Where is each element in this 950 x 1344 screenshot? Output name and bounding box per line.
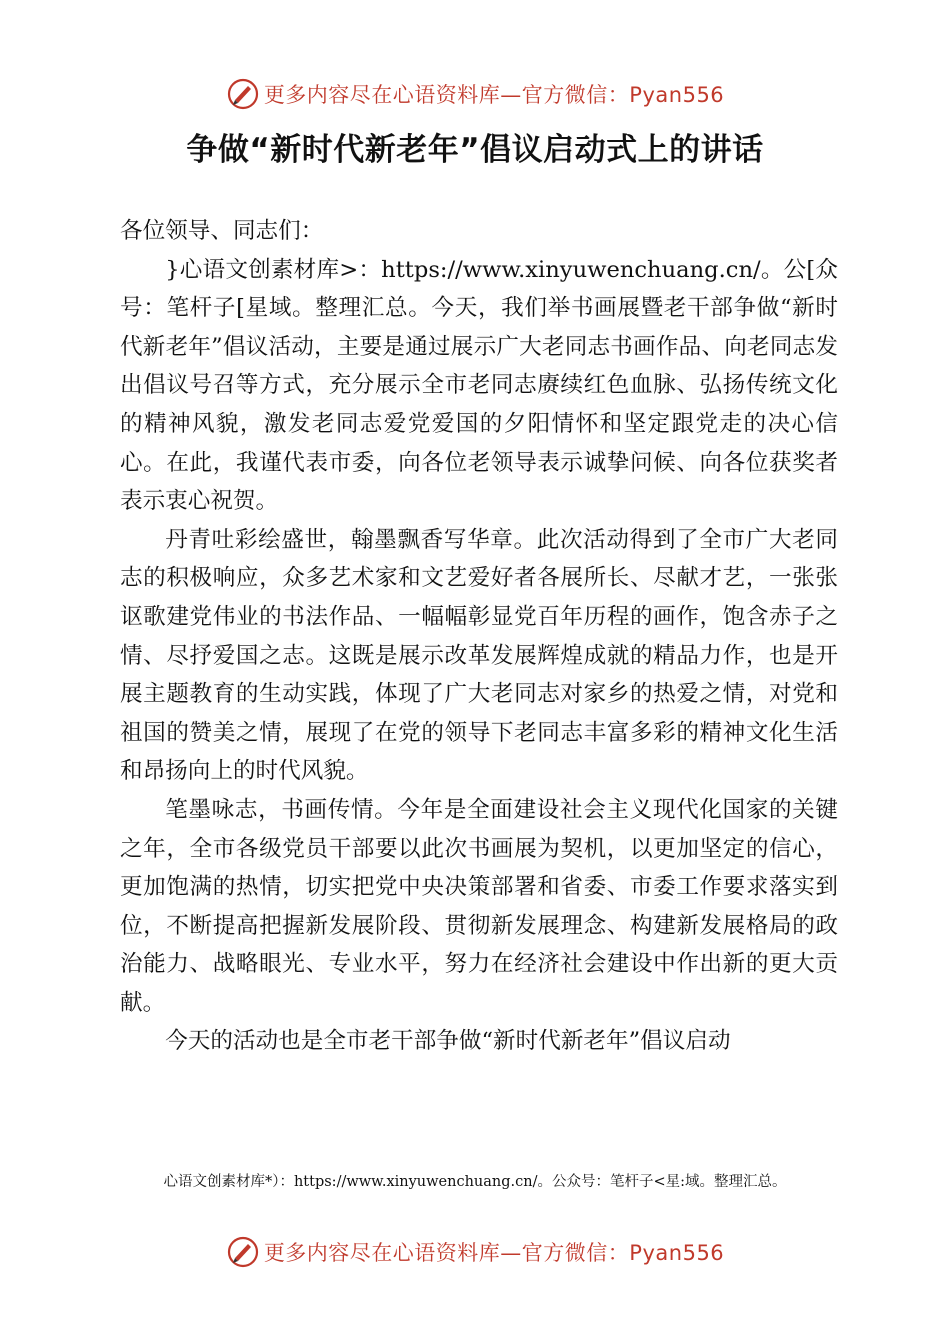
paragraph: }心语文创素材库>：https://www.xinyuwenchuang.cn/。公[众号：笔杆子[星域。整理汇总。今天，我们举书画展暨老干部争做“新时代新老年”倡议活动，主要是通过展示广大老同志书画作品、向老同志发出倡议号召等方式，充分展示全市老同志赓续红色血脉、弘扬传统文化的精神风貌，激发老同志爱党爱国的夕阳情怀和坚定跟党走的决心信心。在此，我谨代表市委，向各位老领导表示诚挚问候、向各位获奖者表示衷心祝贺。 (120, 256, 838, 515)
footer-banner (0, 1232, 950, 1272)
footnote: 心语文创素材库*）：https://www.xinyuwenchuang.cn/。公众号：笔杆子<星:域。整理汇总。 (163, 1174, 787, 1190)
banner-text: 更多内容尽在心语资料库—官方微信：Pyan556 (263, 1241, 725, 1265)
document-title: 争做“新时代新老年”倡议启动式上的讲话 (186, 132, 764, 168)
banner-text: 更多内容尽在心语资料库—官方微信：Pyan556 (263, 83, 725, 107)
greeting: 各位领导、同志们： (120, 218, 324, 244)
document-body (120, 212, 838, 1061)
paragraph: 今天的活动也是全市老干部争做“新时代新老年”倡议启动 (165, 1028, 731, 1055)
brand-logo-icon (226, 1235, 260, 1269)
brand-logo-icon (226, 77, 260, 111)
paragraph: 丹青吐彩绘盛世，翰墨飘香写华章。此次活动得到了全市广大老同志的积极响应，众多艺术家和文艺爱好者各展所长、尽献才艺，一张张讴歌建党伟业的书法作品、一幅幅彰显党百年历程的画作，饱含赤子之情、尽抒爱国之志。这既是展示改革发展辉煌成就的精品力作，也是开展主题教育的生动实践，体现了广大老同志对家乡的热爱之情，对党和祖国的赞美之情，展现了在党的领导下老同志丰富多彩的精神文化生活和昂扬向上的时代风貌。 (120, 526, 838, 785)
header-banner (0, 74, 950, 114)
paragraph: 笔墨咏志，书画传情。今年是全面建设社会主义现代化国家的关键之年，全市各级党员干部要以此次书画展为契机，以更加坚定的信心，更加饱满的热情，切实把党中央决策部署和省委、市委工作要求落实到位，不断提高把握新发展阶段、贯彻新发展理念、构建新发展格局的政治能力、战略眼光、专业水平，努力在经济社会建设中作出新的更大贡献。 (120, 796, 838, 1016)
